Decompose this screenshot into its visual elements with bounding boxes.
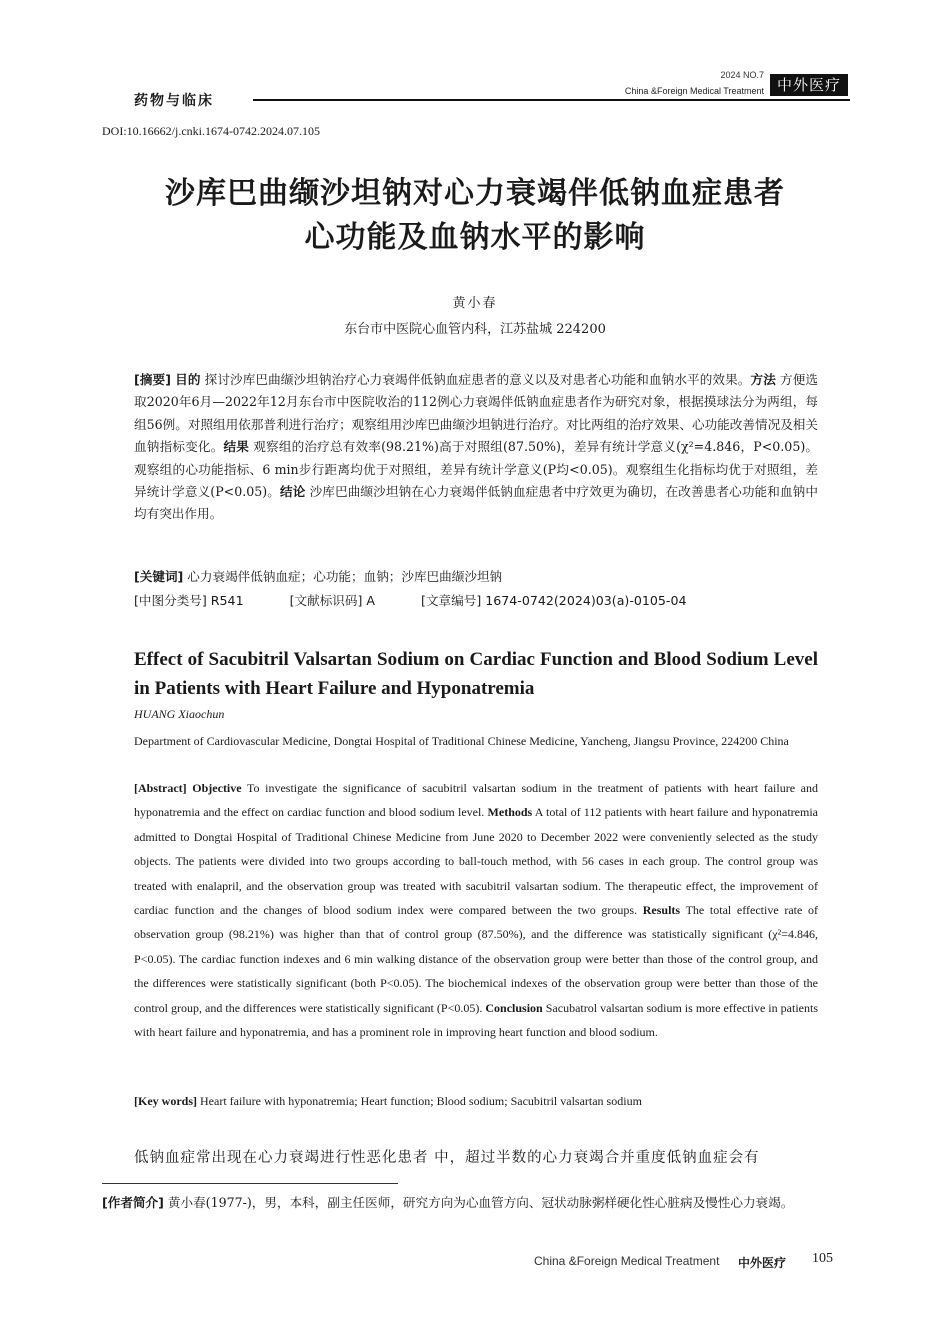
footnote-text: 黄小春(1977-)，男，本科，副主任医师，研究方向为心血管方向、冠状动脉粥样硬化性心脏病及慢性心力衰竭。 <box>163 1195 794 1210</box>
keywords-label: [关键词] <box>134 569 184 584</box>
keywords-en-label: [Key words] <box>134 1094 197 1108</box>
footer-journal-en: China &Foreign Medical Treatment <box>534 1254 720 1268</box>
conclusion-en-label: Conclusion <box>485 1000 543 1015</box>
keywords-cn <box>134 566 502 585</box>
section-label: 药物与临床 <box>134 93 214 109</box>
title-line-1: 沙库巴曲缬沙坦钠对心力衰竭伴低钠血症患者 <box>165 176 785 211</box>
keywords-en <box>134 1094 642 1109</box>
issue-number: 2024 NO.7 <box>720 70 764 80</box>
doi: DOI:10.16662/j.cnki.1674-0742.2024.07.105 <box>102 124 320 138</box>
methods-en-text: A total of 112 patients with heart failure and hyponatremia admitted to Dongtai Hospital of Traditional Chinese Medicine from June 2020 to December 2022 were conveniently selected as the study objects. The patients were divided into two groups according to ball-touch method, with 56 cases in each group. The control group was treated with enalapril, and the observation group was treated with sacubitril valsartan sodium. The therapeutic effect, the improvement of cardiac function and the changes of blood sodium index were compared between the two groups. <box>134 805 819 918</box>
footnote-label: [作者简介] <box>102 1195 164 1210</box>
journal-name-en: China &Foreign Medical Treatment <box>624 86 764 96</box>
results-text: 观察组的治疗总有效率(98.21%)高于对照组(87.50%)，差异有统计学意义(χ²=4.846，P<0.05)。观察组的心功能指标、6 min步行距离均优于对照组，差异有统计学意义(P均<0.05)。观察组生化指标均优于对照组，差异统计学意义(P<0.05)。 <box>134 439 819 500</box>
abstract-cn <box>134 369 818 526</box>
conclusion-en-text: Sacubatrol valsartan sodium is more effective in patients with heart failure and hyponatremia, and has a prominent role in improving heart function and blood sodium. <box>134 1000 818 1040</box>
methods-en-label: Methods <box>487 805 533 820</box>
conclusion-label: 结论 <box>280 484 306 500</box>
article-number: [文章编号] 1674-0742(2024)03(a)-0105-04 <box>421 593 687 608</box>
page-number: 105 <box>812 1251 833 1266</box>
affiliation-cn: 东台市中医院心血管内科，江苏盐城 224200 <box>344 322 606 337</box>
methods-label: 方法 <box>750 372 776 387</box>
objective-en-label: Objective <box>192 781 242 795</box>
objective-en-text: To investigate the significance of sacubitril valsartan sodium in the treatment of patients with heart failure and hyponatremia and the effect on cardiac function and blood sodium level. <box>134 781 818 820</box>
results-en-text: The total effective rate of observation group (98.21%) was higher than that of control group (87.50%), and the difference was statistically significant (χ²=4.846, P<0.05). The cardiac function indexes and 6 min walking distance of the observation group were better than those of the control group, and the differences were statistically significant (both P<0.05). The biochemical indexes of the observation group were better than those of the control group, and the differences were statistically significant (P<0.05). <box>134 903 819 1015</box>
classification-row <box>134 590 834 609</box>
title-line-2: 心功能及血钠水平的影响 <box>304 220 646 255</box>
abstract-en <box>134 776 818 1044</box>
results-en-label: Results <box>642 903 681 918</box>
keywords-text: 心力衰竭伴低钠血症；心功能；血钠；沙库巴曲缬沙坦钠 <box>183 569 503 584</box>
abstract-label: [摘要] <box>134 372 172 387</box>
conclusion-text: 沙库巴曲缬沙坦钠在心力衰竭伴低钠血症患者中疗效更为确切，在改善患者心功能和血钠中均有突出作用。 <box>134 484 818 522</box>
body-paragraph: 低钠血症常出现在心力衰竭进行性恶化患者 中，超过半数的心力衰竭合并重度低钠血症会有 <box>134 1150 760 1166</box>
article-title-cn <box>70 172 880 260</box>
abstract-en-label: [Abstract] <box>134 781 187 795</box>
author-footnote <box>102 1193 850 1213</box>
results-label: 结果 <box>223 439 250 455</box>
article-title-en: Effect of Sacubitril Valsartan Sodium on Cardiac Function and Blood Sodium Level in Patients with Heart Failure and Hyponatremia <box>134 649 818 699</box>
methods-text: 方便选取2020年6月—2022年12月东台市中医院收治的112例心力衰竭伴低钠血症患者作为研究对象，根据摸球法分为两组，每组56例。对照组用依那普利进行治疗；观察组用沙库巴曲缬沙坦钠进行治疗。对比两组的治疗效果、心功能改善情况及相关血钠指标变化。 <box>134 372 818 455</box>
footer-journal-cn: 中外医疗 <box>738 1256 787 1270</box>
affiliation-en: Department of Cardiovascular Medicine, Dongtai Hospital of Traditional Chinese Medicine, Yancheng, Jiangsu Province, 224200 China <box>134 734 789 748</box>
footnote-rule <box>102 1183 398 1184</box>
author-cn: 黄小春 <box>452 296 498 311</box>
keywords-en-text: Heart failure with hyponatremia; Heart function; Blood sodium; Sacubitril valsartan sodium <box>197 1094 642 1108</box>
journal-logo: 中外医疗 <box>770 74 848 96</box>
objective-text: 探讨沙库巴曲缬沙坦钠治疗心力衰竭伴低钠血症患者的意义以及对患者心功能和血钠水平的效果。 <box>200 372 751 387</box>
document-code: [文献标识码] A <box>289 593 376 608</box>
header-rule <box>253 99 850 101</box>
objective-label: 目的 <box>175 372 201 387</box>
author-en: HUANG Xiaochun <box>134 707 225 721</box>
clc-number: [中图分类号] R541 <box>134 593 244 608</box>
